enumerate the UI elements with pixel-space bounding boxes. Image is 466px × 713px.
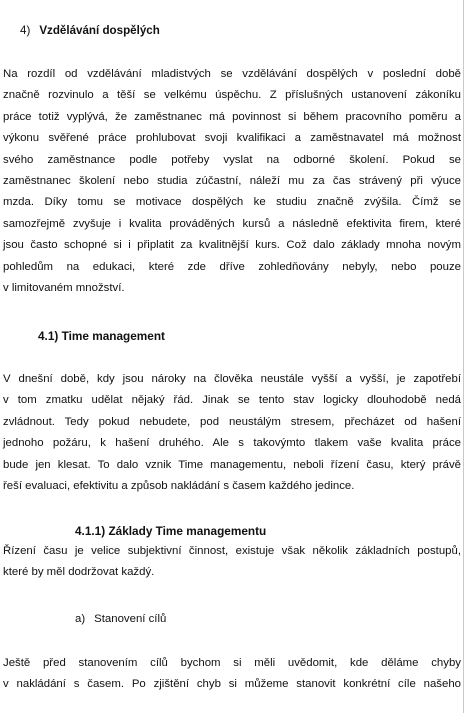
text-line: zvládnout. Tedy pokud nebudete, pod neustálým stresem, přecházet od hašení	[3, 415, 461, 428]
text-line: výkonu svěřené práce prohlubovat svoji kvalifikaci a zaměstnavatel má možnost	[3, 132, 461, 145]
text-line: samozřejmě zvyšuje i kvalita prováděných kursů a následně efektivita firem, které	[3, 217, 461, 230]
text-line: řeší evaluaci, efektivitu a způsob nakládání s časem každého jedince.	[3, 480, 355, 493]
list-heading-a	[75, 610, 166, 628]
text-line: značně rozvinulo a těší se velkému úspěchu. Z příslušných ustanovení zákoníku	[3, 89, 461, 102]
page-edge-line	[463, 0, 464, 713]
section-title: Vzdělávání dospělých	[39, 24, 160, 37]
text-line: Ještě před stanovením cílů bychom si měli uvědomit, kde děláme chyby	[3, 657, 461, 669]
paragraph-basics	[3, 541, 461, 584]
paragraph-adult-education	[3, 64, 461, 299]
subsection-heading-4-1-1: 4.1.1) Základy Time managementu	[75, 524, 267, 538]
text-line: které by měl dodržovat každý.	[3, 566, 155, 579]
text-line: jsou často schopné si i připlatit za kvalitnější kurs. Což dalo základy mnoha novým	[3, 239, 461, 252]
text-line: v tom zmatku udělat nějaký řád. Jinak se tento stav logicky dlouhodobě nedá	[3, 394, 461, 407]
text-line: v nakládání s časem. Po zjištění chyb si můžeme stanovit konkrétní cíle našeho	[3, 678, 461, 691]
text-line: práce totiž vyplývá, že zaměstnanec má povinnost si během pracovního poměru a	[3, 110, 461, 123]
list-heading-title: Stanovení cílů	[94, 613, 167, 625]
text-line: pohledům na edukaci, které zde dříve zohledňovány nebyly, nebo pouze	[3, 260, 461, 273]
text-line: mzda. Díky tomu se motivace dospělých ke studiu značně zvýšila. Čímž se	[3, 196, 461, 209]
text-line: bude jen klesat. To dalo vznik Time managementu, neboli řízení času, který právě	[3, 458, 461, 471]
subsection-heading-4-1: 4.1) Time management	[38, 329, 165, 343]
section-heading-4	[20, 22, 160, 40]
text-line: Na rozdíl od vzdělávání mladistvých se vzdělávání dospělých v poslední době	[3, 68, 461, 80]
text-line: svého zaměstnance podle potřeby vyslat na odborné školení. Pokud se	[3, 153, 461, 166]
text-line: v limitovaném množství.	[3, 282, 125, 295]
paragraph-time-management	[3, 369, 461, 497]
text-line: zaměstnanec školení nebo studia zúčastní, náleží mu za čas strávený při výuce	[3, 175, 461, 188]
text-line: Řízení času je velice subjektivní činnost, existuje však několik základních postupů,	[3, 545, 461, 557]
paragraph-goal-setting	[3, 653, 461, 696]
text-line: V dnešní době, kdy jsou nároky na člověka neustále vyšší a vyšší, je zapotřebí	[3, 373, 461, 385]
text-line: jednoho požáru, k hašení druhého. Ale s takovýmto tlakem vaše kvalita práce	[3, 437, 461, 450]
list-marker: a)	[75, 613, 86, 625]
section-number: 4)	[20, 24, 31, 37]
